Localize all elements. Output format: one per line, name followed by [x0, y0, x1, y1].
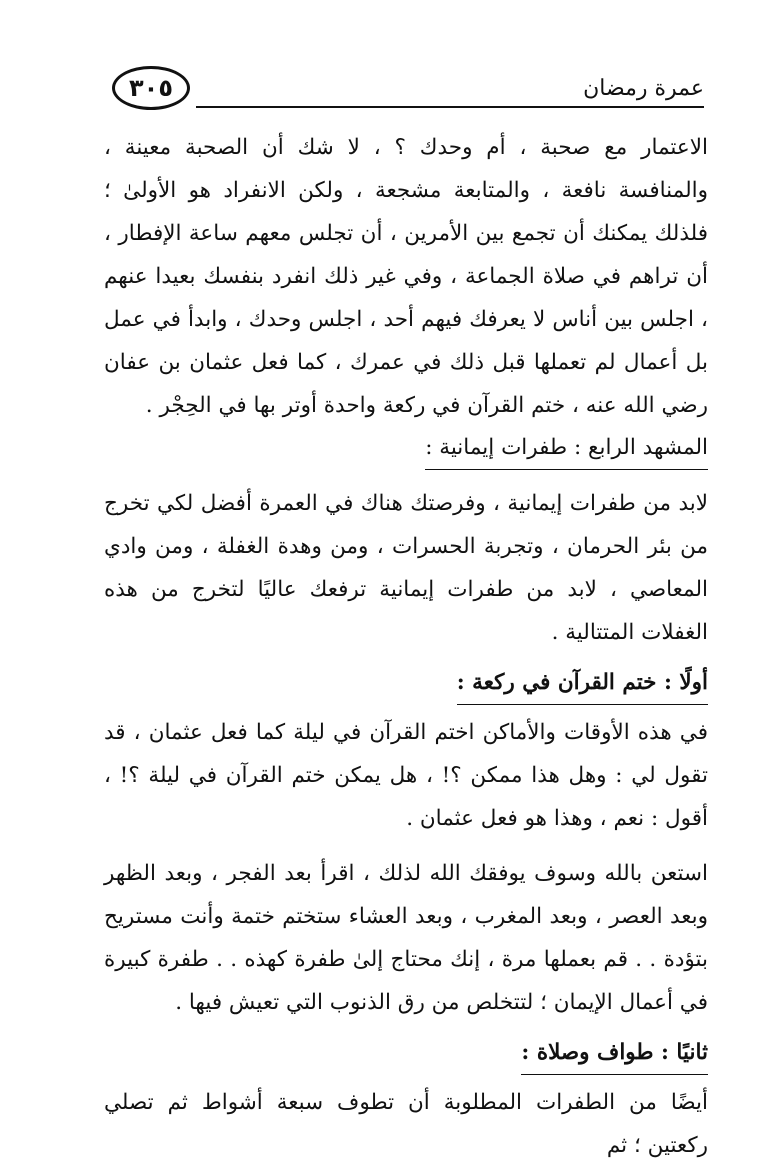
sub-heading-2-wrapper — [104, 1024, 708, 1081]
paragraph-4: استعن بالله وسوف يوفقك الله لذلك ، اقرأ بعد الفجر ، وبعد الظهر وبعد العصر ، وبعد المغرب ، وبعد العشاء ستختم ختمة وأنت مستريح بتؤدة . . قم بعملها مرة ، إنك محتاج إلىٰ طفرة كهذه . . طفرة كبيرة في أعمال الإيمان ؛ لتتخلص من رق الذنوب التي تعيش فيها . — [104, 861, 708, 1015]
section-heading-wrapper — [104, 427, 708, 482]
page-body — [104, 126, 708, 1167]
page-header — [112, 62, 704, 112]
paragraph-5: أيضًا من الطفرات المطلوبة أن تطوف سبعة أشواط ثم تصلي ركعتين ؛ ثم — [104, 1090, 708, 1158]
sub-heading-2: ثانيًا : طواف وصلاة : — [521, 1034, 708, 1075]
running-title: عمرة رمضان — [583, 76, 704, 101]
page-number: ٣٠٥ — [112, 66, 190, 110]
header-rule — [196, 106, 704, 108]
paragraph-1: الاعتمار مع صحبة ، أم وحدك ؟ ، لا شك أن الصحبة معينة ، والمنافسة نافعة ، والمتابعة مشجعة ، ولكن الانفراد هو الأولىٰ ؛ فلذلك يمكنك أن تجمع بين الأمرين ، أن تجلس معهم ساعة الإفطار ، أن تراهم في صلاة الجماعة ، وفي غير ذلك انفرد بنفسك بعيدا عنهم ، اجلس بين أناس لا يعرفك فيهم أحد ، اجلس وحدك ، وابدأ في عمل بل أعمال لم تعملها قبل ذلك في عمرك ، كما فعل عثمان بن عفان رضي الله عنه ، ختم القرآن في ركعة واحدة أوتر بها في الحِجْر . — [104, 135, 708, 418]
sub-heading-1: أولًا : ختم القرآن في ركعة : — [457, 664, 708, 705]
section-heading: المشهد الرابع : طفرات إيمانية : — [425, 429, 708, 470]
sub-heading-1-wrapper — [104, 654, 708, 711]
paragraph-3: في هذه الأوقات والأماكن اختم القرآن في ليلة كما فعل عثمان ، قد تقول لي : وهل هذا ممكن ؟! ، هل يمكن ختم القرآن في ليلة ؟! ، أقول : نعم ، وهذا هو فعل عثمان . — [104, 720, 708, 831]
paragraph-2: لابد من طفرات إيمانية ، وفرصتك هناك في العمرة أفضل لكي تخرج من بئر الحرمان ، وتجربة الحسرات ، ومن وهدة الغفلة ، ومن وادي المعاصي ، لابد من طفرات إيمانية ترفعك عاليًا لتخرج من هذه الغفلات المتتالية . — [104, 491, 708, 645]
